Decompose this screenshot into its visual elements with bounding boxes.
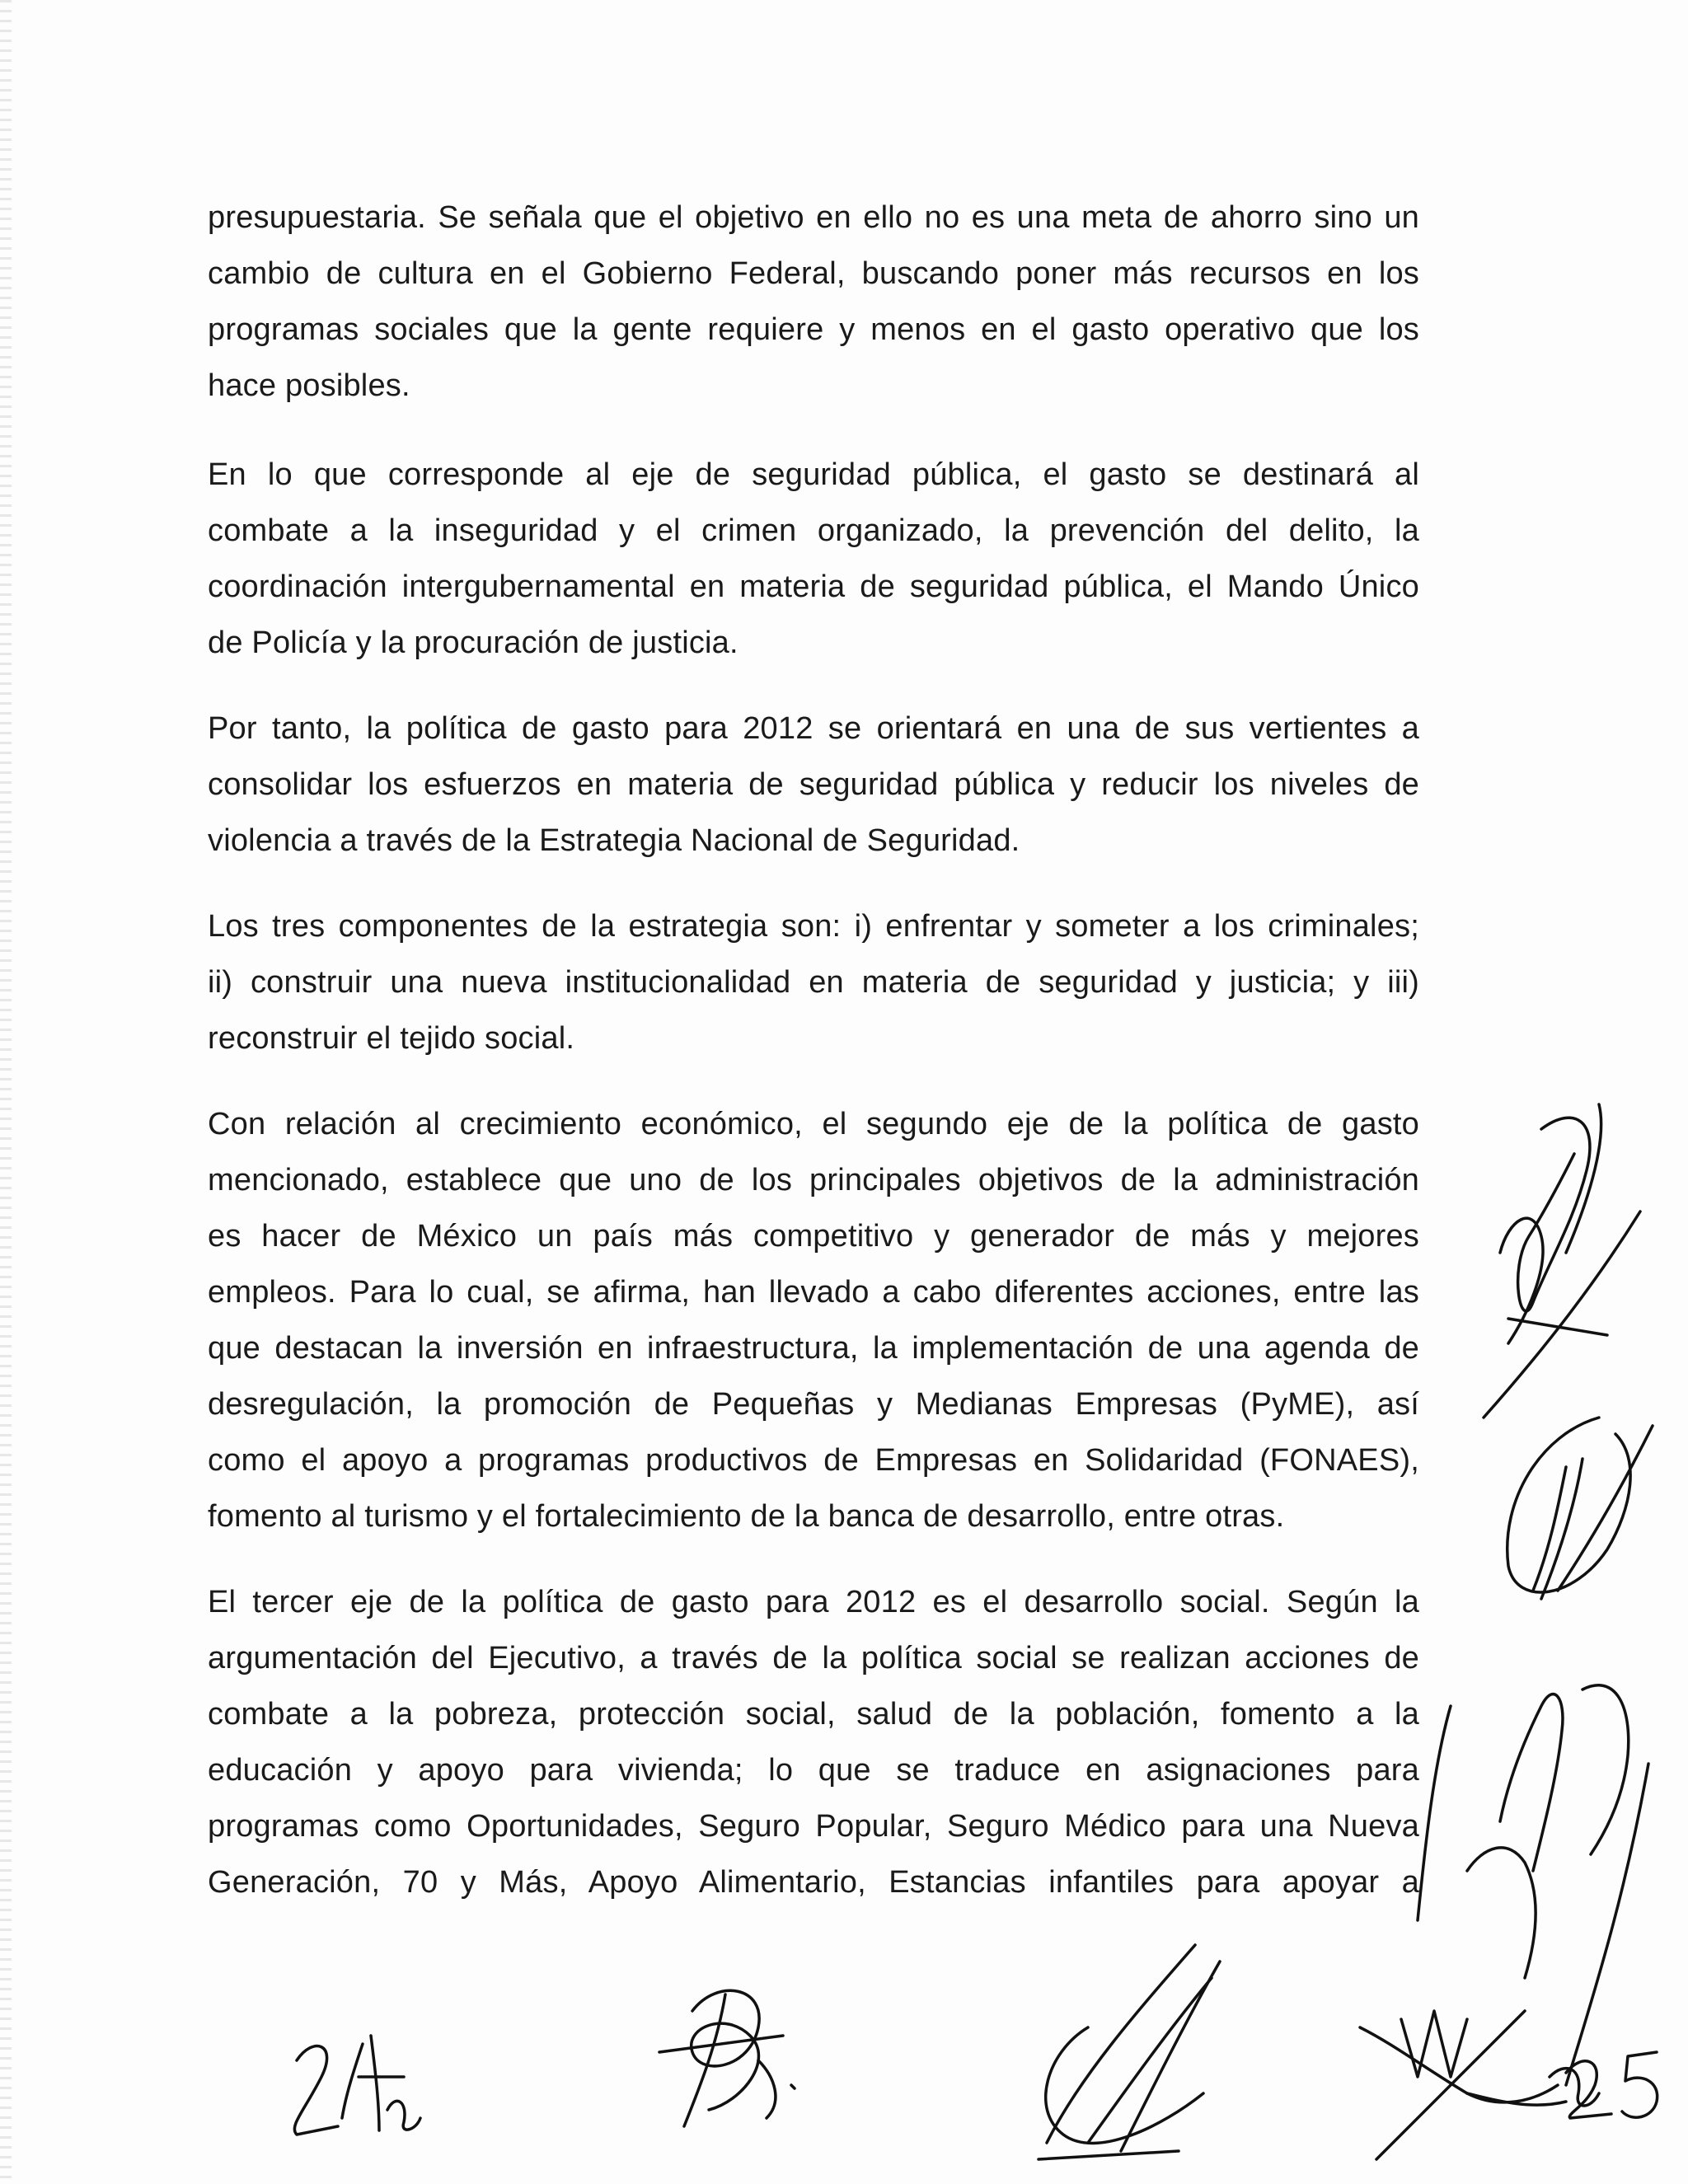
paragraph-3 [208,701,1419,869]
text-line: Generación, 70 y Más, Apoyo Alimentario, Estancias infantiles para apoyar a [208,1865,1419,1900]
text-line: empleos. Para lo cual, se afirma, han llevado a cabo diferentes acciones, entre las [208,1275,1419,1310]
page-number-handwritten [1550,2036,1673,2126]
text-line: El tercer eje de la política de gasto para 2012 es el desarrollo social. Según la [208,1585,1419,1619]
text-line: consolidar los esfuerzos en materia de seguridad pública y reducir los niveles de [208,767,1419,802]
text-line: Los tres componentes de la estrategia son: i) enfrentar y someter a los criminales; [208,909,1419,944]
text-line: mencionado, establece que uno de los principales objetivos de la administración [208,1163,1419,1197]
text-line: educación y apoyo para vivienda; lo que se traduce en asignaciones para [208,1753,1419,1788]
text-line: es hacer de México un país más competitivo y generador de más y mejores [208,1219,1419,1254]
text-line: hace posibles. [208,368,410,403]
paragraph-1 [208,190,1419,414]
text-line: cambio de cultura en el Gobierno Federal, buscando poner más recursos en los [208,256,1419,291]
text-line: como el apoyo a programas productivos de Empresas en Solidaridad (FONAES), [208,1443,1419,1478]
text-line: de Policía y la procuración de justicia. [208,626,738,660]
text-line: Por tanto, la política de gasto para 2012 se orientará en una de sus vertientes a [208,711,1419,746]
paragraph-6 [208,1574,1419,1910]
signature-bottom-1 [272,1986,429,2151]
text-line: En lo que corresponde al eje de seguridad pública, el gasto se destinará al [208,457,1419,492]
signature-right-margin-2 [1475,1401,1665,1624]
text-line: violencia a través de la Estrategia Nacional de Seguridad. [208,823,1020,858]
text-line: que destacan la inversión en infraestructura, la implementación de una agenda de [208,1331,1419,1366]
text-line: combate a la inseguridad y el crimen organizado, la prevención del delito, la [208,513,1419,548]
paragraph-5 [208,1096,1419,1544]
text-line: ii) construir una nueva institucionalidad en materia de seguridad y justicia; y iii) [208,965,1419,1000]
scan-edge-artifact [0,0,12,2184]
text-line: combate a la pobreza, protección social, salud de la población, fomento a la [208,1697,1419,1732]
text-line: programas como Oportunidades, Seguro Popular, Seguro Médico para una Nueva [208,1809,1419,1844]
text-line: reconstruir el tejido social. [208,1021,575,1056]
text-line: Con relación al crecimiento económico, el segundo eje de la política de gasto [208,1107,1419,1141]
paragraph-4 [208,898,1419,1066]
text-line: desregulación, la promoción de Pequeñas y Medianas Empresas (PyME), así [208,1387,1419,1422]
text-line: coordinación intergubernamental en materia de seguridad pública, el Mando Único [208,569,1419,604]
paragraph-2 [208,447,1419,671]
signature-bottom-3 [1014,1929,1236,2176]
text-line: fomento al turismo y el fortalecimiento de la banca de desarrollo, entre otras. [208,1499,1285,1534]
text-line: programas sociales que la gente requiere y menos en el gasto operativo que los [208,312,1419,347]
body-text [208,190,1419,1940]
text-line: argumentación del Ejecutivo, a través de la política social se realizan acciones de [208,1641,1419,1675]
signature-bottom-2 [643,1961,808,2135]
text-line: presupuestaria. Se señala que el objetivo en ello no es una meta de ahorro sino un [208,200,1419,235]
